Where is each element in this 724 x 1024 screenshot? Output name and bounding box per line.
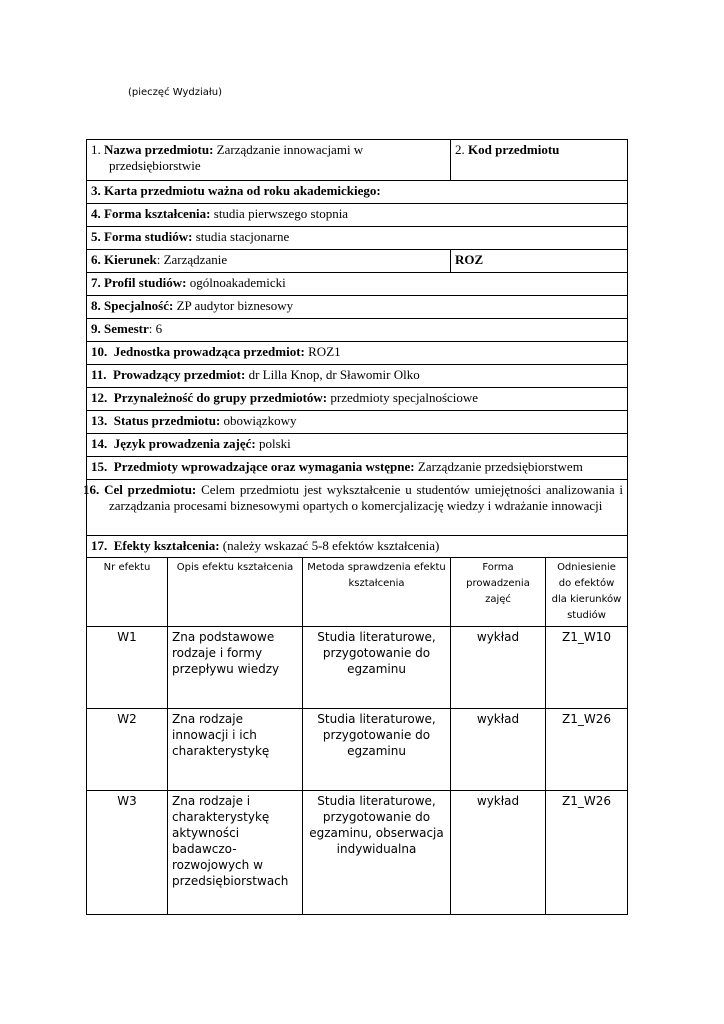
row-study-form: 5. Forma studiów: studia stacjonarne <box>87 227 628 250</box>
subject-group-value: przedmioty specjalnościowe <box>330 390 479 405</box>
row-semester: 9. Semestr: 6 <box>87 319 628 342</box>
effect-form: wykład <box>451 627 546 709</box>
subject-status-label: Status przedmiotu: <box>113 413 221 428</box>
prerequisites-value: Zarządzanie przedsiębiorstwem <box>417 459 583 474</box>
field-of-study-value: : Zarządzanie <box>156 252 228 267</box>
prerequisites-label: Przedmioty wprowadzające oraz wymagania wstępne: <box>113 459 415 474</box>
course-name-value: Zarządzanie innowacjami w przedsiębiorstwie <box>109 142 364 173</box>
effect-method: Studia literaturowe, przygotowanie do egzaminu, obserwacja indywidualna <box>303 791 451 915</box>
language-value: polski <box>259 436 291 451</box>
valid-from-label: Karta przedmiotu ważna od roku akademickiego: <box>104 183 381 198</box>
effect-nr: W3 <box>87 791 168 915</box>
effect-form: wykład <box>451 709 546 791</box>
table-row <box>87 791 628 915</box>
row-lecturers: 11. Prowadzący przedmiot: dr Lilla Knop, dr Sławomir Olko <box>87 365 628 388</box>
effects-header-row <box>87 558 628 627</box>
row-language: 14. Język prowadzenia zajęć: polski <box>87 434 628 457</box>
effect-method: Studia literaturowe, przygotowanie do egzaminu <box>303 627 451 709</box>
specialization-value: ZP audytor biznesowy <box>176 298 294 313</box>
row-prerequisites: 15. Przedmioty wprowadzające oraz wymagania wstępne: Zarządzanie przedsiębiorstwem <box>87 457 628 480</box>
specialization-label: Specjalność: <box>104 298 174 313</box>
row-subject-status: 13. Status przedmiotu: obowiązkowy <box>87 411 628 434</box>
effect-reference: Z1_W26 <box>546 709 628 791</box>
unit-value: ROZ1 <box>308 344 341 359</box>
faculty-stamp-placeholder: (pieczęć Wydziału) <box>128 87 222 98</box>
row-study-profile: 7. Profil studiów: ogólnoakademicki <box>87 273 628 296</box>
row-subject-group: 12. Przynależność do grupy przedmiotów: przedmioty specjalnościowe <box>87 388 628 411</box>
row-unit: 10. Jednostka prowadząca przedmiot: ROZ1 <box>87 342 628 365</box>
row-education-form: 4. Forma kształcenia: studia pierwszego stopnia <box>87 204 628 227</box>
effects-header-nr: Nr efektu <box>87 558 168 627</box>
effect-method: Studia literaturowe, przygotowanie do egzaminu <box>303 709 451 791</box>
table-row <box>87 709 628 791</box>
course-code-cell: 2. Kod przedmiotu <box>451 140 628 181</box>
table-row <box>87 627 628 709</box>
row-field-of-study: 6. Kierunek: Zarządzanie ROZ <box>87 250 628 273</box>
study-form-value: studia stacjonarne <box>195 229 290 244</box>
study-form-label: Forma studiów: <box>104 229 193 244</box>
effects-header-form: Forma prowadzenia zajęć <box>451 558 546 627</box>
row-course-goal: 16. Cel przedmiotu: Celem przedmiotu jest wykształcenie u studentów umiejętności analizowania i zarządzania procesami biznesowymi opartych o komercjalizację wiedzy i wdrażanie innowacji <box>87 480 628 536</box>
effect-reference: Z1_W10 <box>546 627 628 709</box>
learning-outcomes-note: (należy wskazać 5-8 efektów kształcenia) <box>222 538 440 553</box>
course-name-cell: 1. Nazwa przedmiotu: Zarządzanie innowacjami w przedsiębiorstwie <box>87 140 451 181</box>
row-course-name <box>87 140 628 181</box>
semester-label: Semestr <box>104 321 149 336</box>
effect-description: Zna rodzaje i charakterystykę aktywności badawczo-rozwojowych w przedsiębiorstwach <box>168 791 303 915</box>
course-goal-label: Cel przedmiotu: <box>104 482 197 497</box>
learning-outcomes-label: Efekty kształcenia: <box>113 538 220 553</box>
lecturers-label: Prowadzący przedmiot: <box>113 367 246 382</box>
subject-group-label: Przynależność do grupy przedmiotów: <box>113 390 328 405</box>
effect-description: Zna rodzaje innowacji i ich charakterystykę <box>168 709 303 791</box>
effects-header-reference: Odniesienie do efektów dla kierunków studiów <box>546 558 628 627</box>
effect-nr: W2 <box>87 709 168 791</box>
effect-form: wykład <box>451 791 546 915</box>
row-specialization: 8. Specjalność: ZP audytor biznesowy <box>87 296 628 319</box>
course-name-label: Nazwa przedmiotu: <box>104 142 214 157</box>
effects-header-method: Metoda sprawdzenia efektu kształcenia <box>303 558 451 627</box>
effects-header-description: Opis efektu kształcenia <box>168 558 303 627</box>
course-goal-value: Celem przedmiotu jest wykształcenie u studentów umiejętności analizowania i zarządzania procesami biznesowymi opartych o komercjalizację wiedzy i wdrażanie innowacji <box>109 482 624 513</box>
effect-description: Zna podstawowe rodzaje i formy przepływu wiedzy <box>168 627 303 709</box>
education-form-label: Forma kształcenia: <box>104 206 211 221</box>
lecturers-value: dr Lilla Knop, dr Sławomir Olko <box>248 367 420 382</box>
course-card-table <box>83 139 628 915</box>
field-of-study-label: Kierunek <box>104 252 157 267</box>
effect-reference: Z1_W26 <box>546 791 628 915</box>
education-form-value: studia pierwszego stopnia <box>213 206 349 221</box>
effect-nr: W1 <box>87 627 168 709</box>
subject-status-value: obowiązkowy <box>223 413 297 428</box>
field-code: ROZ <box>455 252 484 267</box>
unit-label: Jednostka prowadząca przedmiot: <box>113 344 305 359</box>
study-profile-value: ogólnoakademicki <box>189 275 286 290</box>
study-profile-label: Profil studiów: <box>104 275 187 290</box>
course-code-label: Kod przedmiotu <box>468 142 560 157</box>
language-label: Język prowadzenia zajęć: <box>113 436 256 451</box>
semester-value: : 6 <box>148 321 163 336</box>
row-valid-from: 3. Karta przedmiotu ważna od roku akademickiego: <box>87 181 628 204</box>
row-learning-outcomes: 17. Efekty kształcenia: (należy wskazać 5-8 efektów kształcenia) <box>87 536 628 558</box>
